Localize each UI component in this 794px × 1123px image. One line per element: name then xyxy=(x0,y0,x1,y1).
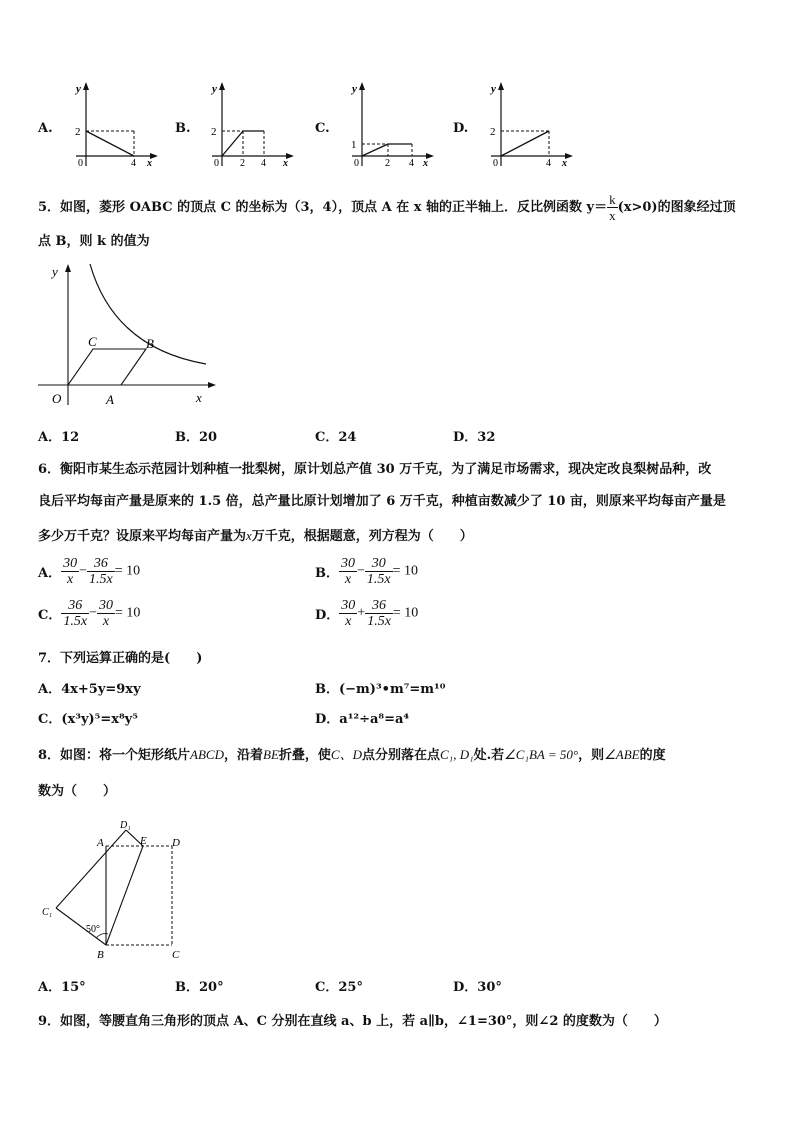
q4c-y-label: y xyxy=(352,83,357,95)
q8-stem-line1: 8．如图：将一个矩形纸片ABCD，沿着BE折叠，使C、D点分别落在点C₁, D₁处.若∠C₁BA = 50°，则∠ABE的度 xyxy=(38,747,666,763)
q4d-y-tick: 2 xyxy=(490,126,496,138)
q8-d-label: D xyxy=(172,837,180,849)
q4b-x-tick-4: 4 xyxy=(261,158,266,166)
q6-stem-line1: 6．衡阳市某生态示范园计划种植一批梨树，原计划总产值 30 万千克，为了满足市场需求，现决定改良梨树品种，改 xyxy=(38,462,712,477)
q8-option-b[interactable]: B．20° xyxy=(175,980,224,995)
q4c-x-tick-2: 2 xyxy=(385,158,390,166)
q5-stem-line1: 5．如图，菱形 OABC 的顶点 C 的坐标为（3，4），顶点 A 在 x 轴的正半轴上．反比例函数 y＝ $\frac{k}{x}$ (x>0)的图象经过顶 xyxy=(38,192,736,223)
q5-option-d[interactable]: D．32 xyxy=(453,430,496,445)
q4c-x-tick-4: 4 xyxy=(409,158,414,166)
q4-graph-d xyxy=(479,80,574,166)
q8-option-d[interactable]: D．30° xyxy=(453,980,502,995)
q5-c-label: C xyxy=(88,334,97,349)
q8-option-a[interactable]: A．15° xyxy=(38,980,86,995)
q5-option-a[interactable]: A．12 xyxy=(38,430,80,445)
q7-stem: 7．下列运算正确的是( ) xyxy=(38,651,203,666)
q4-option-d-label: D. xyxy=(453,121,469,136)
q4b-x-tick-2: 2 xyxy=(240,158,245,166)
q5-stem-line2: 点 B，则 k 的值为 xyxy=(38,234,150,249)
q4d-x-tick: 4 xyxy=(546,158,551,166)
q4b-y-tick: 2 xyxy=(211,126,217,138)
q7-option-b[interactable]: B．(−m)³•m⁷=m¹⁰ xyxy=(315,682,446,697)
q4a-y-tick: 2 xyxy=(75,126,81,138)
q8-option-c[interactable]: C．25° xyxy=(315,980,363,995)
q4-option-a-label: A. xyxy=(38,121,53,136)
q5-option-c[interactable]: C．24 xyxy=(315,430,357,445)
q4-graph-b xyxy=(200,80,295,166)
q4c-y-tick: 1 xyxy=(351,139,357,151)
q5-y-label: y xyxy=(52,264,58,279)
q4a-x-label: x xyxy=(147,158,152,166)
q4d-x-label: x xyxy=(562,158,567,166)
q4a-origin: 0 xyxy=(78,158,83,166)
q5-b-label: B xyxy=(146,336,154,351)
q6-option-c[interactable]: C． $\frac{36}{1.5x}$ − $\frac{30}{x}$ = 10 xyxy=(38,598,141,629)
q5-option-b[interactable]: B．20 xyxy=(175,430,218,445)
q5-figure xyxy=(34,260,224,410)
q7-option-d[interactable]: D．a¹²÷a⁸=a⁴ xyxy=(315,712,410,727)
q4b-origin: 0 xyxy=(214,158,219,166)
q4d-origin: 0 xyxy=(493,158,498,166)
q8-b-label: B xyxy=(97,949,104,961)
q5-o-label: O xyxy=(52,391,62,406)
q4b-x-label: x xyxy=(283,158,288,166)
q4c-x-label: x xyxy=(423,158,428,166)
q4a-y-label: y xyxy=(76,83,81,95)
q9-stem: 9．如图，等腰直角三角形的顶点 A、C 分别在直线 a、b 上，若 a∥b，∠1=30°，则∠2 的度数为（ ） xyxy=(38,1014,667,1029)
q5-x-label: x xyxy=(196,390,202,405)
q4-option-c-label: C. xyxy=(315,121,330,136)
q5-a-label: A xyxy=(106,392,114,407)
q4d-y-label: y xyxy=(491,83,496,95)
q8-c-label: C xyxy=(172,949,180,961)
q4-graph-a xyxy=(64,80,159,166)
q8-e-label: E xyxy=(140,835,147,847)
q8-angle-label: 50° xyxy=(86,924,100,935)
q4-graph-c xyxy=(340,80,435,166)
q4-option-b-label: B. xyxy=(175,121,191,136)
q8-c1-label: C₁ xyxy=(42,907,53,918)
q8-stem-line2: 数为（ ） xyxy=(38,784,117,799)
q4c-origin: 0 xyxy=(354,158,359,166)
q7-option-a[interactable]: A．4x+5y=9xy xyxy=(38,682,141,697)
q4a-x-tick: 4 xyxy=(131,158,136,166)
q7-option-c[interactable]: C．(x³y)⁵=x⁸y⁵ xyxy=(38,712,138,727)
q6-stem-line2: 良后平均每亩产量是原来的 1.5 倍，总产量比原计划增加了 6 万千克，种植亩数减少了 10 亩，则原来平均每亩产量是 xyxy=(38,494,726,509)
q8-figure xyxy=(36,812,196,962)
q4b-y-label: y xyxy=(212,83,217,95)
q6-option-d[interactable]: D． $\frac{30}{x}$ + $\frac{36}{1.5x}$ = 10 xyxy=(315,598,419,629)
q6-option-b[interactable]: B． $\frac{30}{x}$ − $\frac{30}{1.5x}$ = 10 xyxy=(315,556,419,587)
q6-option-a[interactable]: A． $\frac{30}{x}$ − $\frac{36}{1.5x}$ = 10 xyxy=(38,556,141,587)
q6-stem-line3: 多少万千克？设原来平均每亩产量为x万千克，根据题意，列方程为（ ） xyxy=(38,528,473,544)
q8-a-label: A xyxy=(97,837,104,849)
q8-d1-label: D₁ xyxy=(120,820,131,831)
